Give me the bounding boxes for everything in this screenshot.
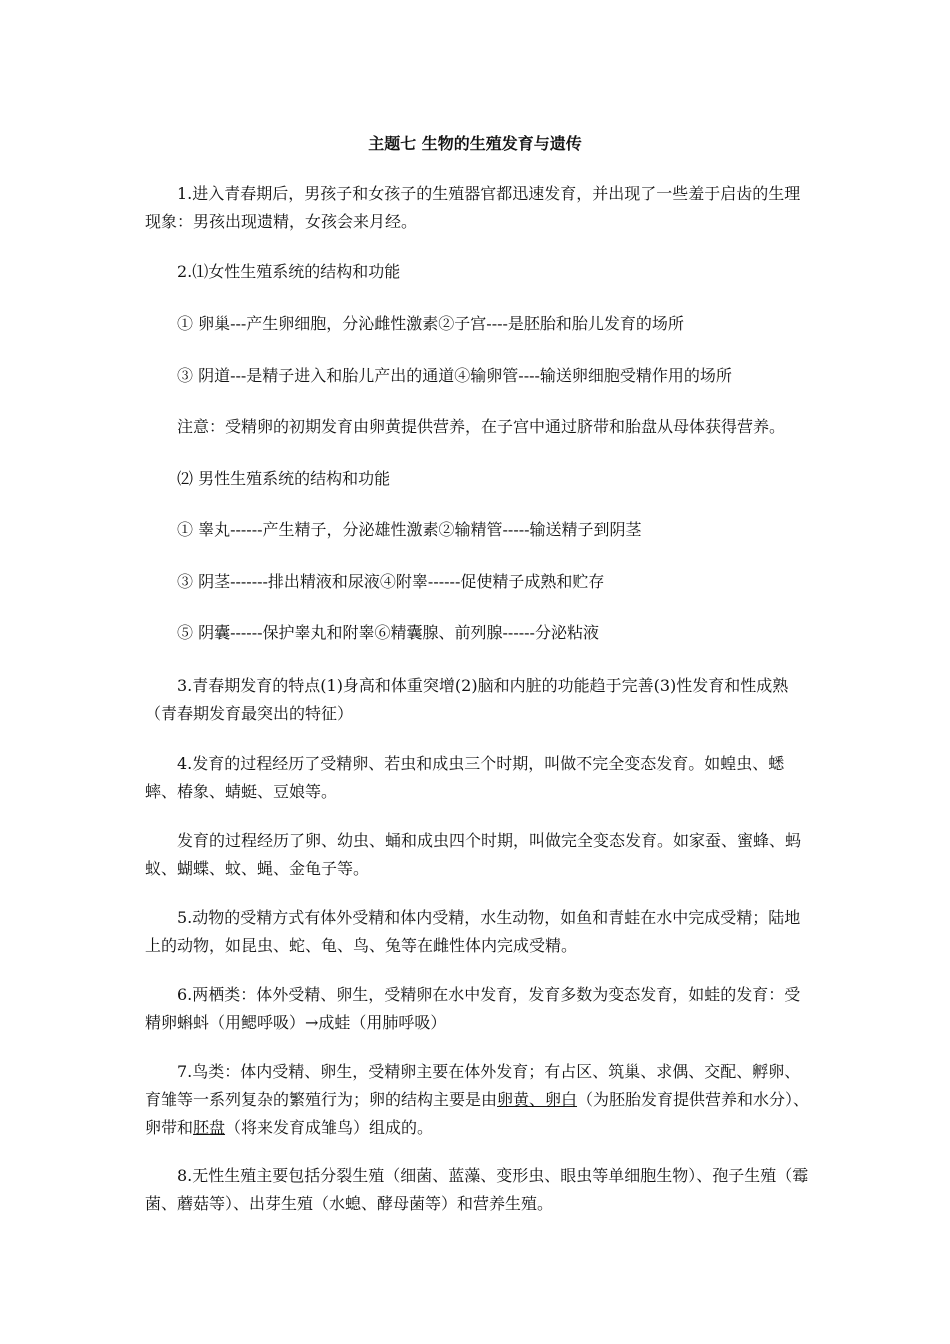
- female-system-line-1: ① 卵巢---产生卵细胞，分沁雌性激素②子宫----是胚胎和胎儿发育的场所: [177, 314, 684, 333]
- egg-yolk-white-term: 卵黄、卵白: [497, 1090, 578, 1109]
- paragraph-8: 8.无性生殖主要包括分裂生殖（细菌、蓝藻、变形虫、眼虫等单细胞生物）、孢子生殖（霉菌、蘑菇等）、出芽生殖（水螅、酵母菌等）和营养生殖。: [145, 1166, 809, 1213]
- paragraph-3: 3.青春期发育的特点(1)身高和体重突增(2)脑和内脏的功能趋于完善(3)性发育和性成熟（青春期发育最突出的特征）: [145, 676, 789, 723]
- female-system-heading: 2.⑴女性生殖系统的结构和功能: [177, 262, 401, 281]
- paragraph-6: 6.两栖类：体外受精、卵生，受精卵在水中发育，发育多数为变态发育，如蛙的发育：受精卵蝌蚪（用鳃呼吸）→成蛙（用肺呼吸）: [145, 985, 801, 1032]
- page-title: 主题七 生物的生殖发育与遗传: [368, 134, 582, 153]
- germinal-disc-term: 胚盘: [193, 1118, 226, 1137]
- male-system-line-2: ③ 阴茎-------排出精液和尿液④附睾------促使精子成熟和贮存: [177, 572, 605, 591]
- paragraph-5: 5.动物的受精方式有体外受精和体内受精，水生动物，如鱼和青蛙在水中完成受精；陆地上的动物，如昆虫、蛇、龟、鸟、兔等在雌性体内完成受精。: [145, 908, 801, 955]
- paragraph-1: 1.进入青春期后，男孩子和女孩子的生殖器官都迅速发育，并出现了一些羞于启齿的生理现象：男孩出现遗精，女孩会来月经。: [145, 184, 801, 231]
- male-system-line-3: ⑤ 阴囊------保护睾丸和附睾⑥精囊腺、前列腺------分泌粘液: [177, 623, 599, 642]
- male-system-line-1: ① 睾丸------产生精子，分泌雄性激素②输精管-----输送精子到阴茎: [177, 520, 642, 539]
- paragraph-7-text-2: （为胚胎发育提供营养和水分）、卵带和: [145, 1090, 810, 1137]
- female-system-line-2: ③ 阴道---是精子进入和胎儿产出的通道④输卵管----输送卵细胞受精作用的场所: [177, 366, 732, 385]
- paragraph-4b: 发育的过程经历了卵、幼虫、蛹和成虫四个时期，叫做完全变态发育。如家蚕、蜜蜂、蚂蚁、蝴蝶、蚊、蝇、金龟子等。: [145, 831, 802, 878]
- paragraph-7-text-1: 7.鸟类：体内受精、卵生，受精卵主要在体外发育；有占区、筑巢、求偶、交配、孵卵、育雏等一系列复杂的繁殖行为；卵的结构主要是由: [145, 1062, 801, 1109]
- male-system-heading: ⑵ 男性生殖系统的结构和功能: [177, 469, 391, 488]
- paragraph-7-text-3: （将来发育成雏鸟）组成的。: [225, 1118, 434, 1137]
- paragraph-4a: 4.发育的过程经历了受精卵、若虫和成虫三个时期，叫做不完全变态发育。如蝗虫、蟋蟀、椿象、蜻蜓、豆娘等。: [145, 754, 785, 801]
- paragraph-7: [145, 1058, 810, 1142]
- nutrition-note: 注意：受精卵的初期发育由卵黄提供营养，在子宫中通过脐带和胎盘从母体获得营养。: [177, 417, 786, 436]
